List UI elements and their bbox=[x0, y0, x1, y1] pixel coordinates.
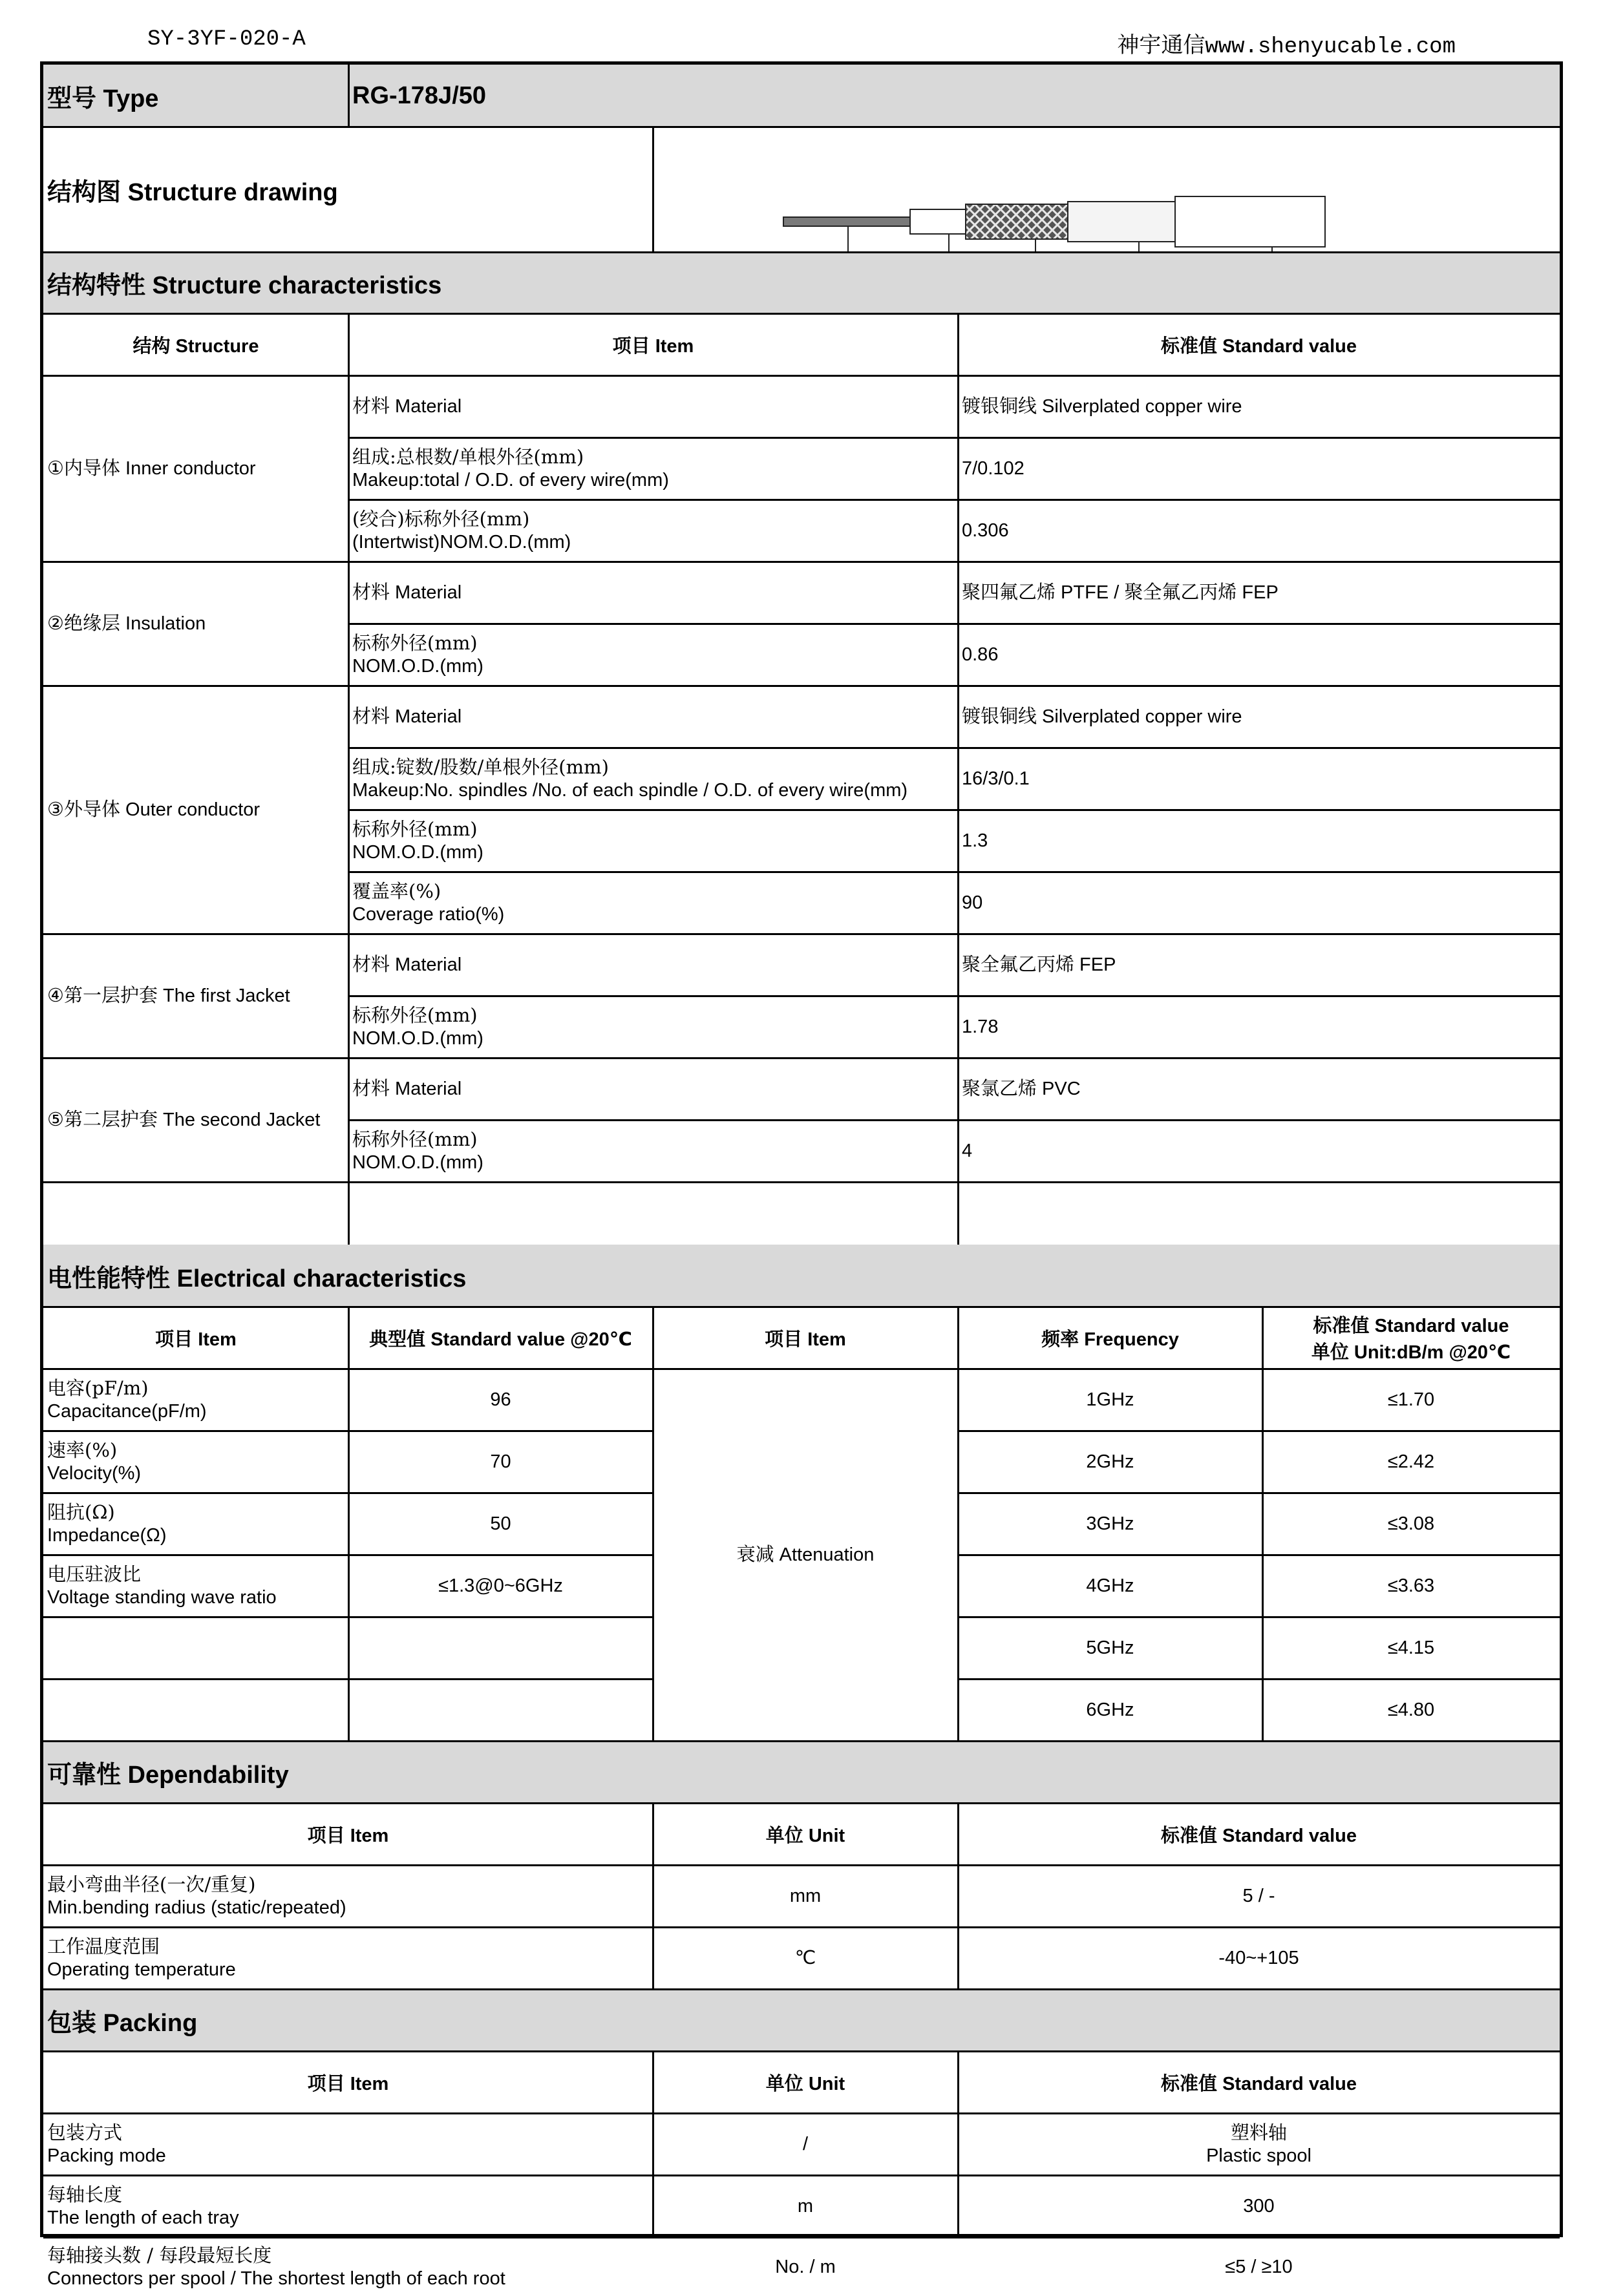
attenuation-frequency-text: 6GHz bbox=[1086, 1700, 1134, 1720]
electrical-header-item bbox=[43, 1307, 348, 1369]
structure-item bbox=[348, 810, 958, 872]
electrical-item-line: Impedance(Ω) bbox=[47, 1525, 167, 1546]
packing-unit-text: No. / m bbox=[775, 2256, 836, 2277]
electrical-typical-value bbox=[348, 1679, 653, 1741]
structure-item-line: 材料 Material bbox=[352, 396, 462, 417]
inner-conductor-shape bbox=[783, 217, 913, 226]
packing-item-line: The length of each tray bbox=[47, 2207, 239, 2228]
structure-item-line: NOM.O.D.(mm) bbox=[352, 842, 483, 863]
attenuation-value-text: ≤4.15 bbox=[1387, 1638, 1435, 1658]
second-jacket-shape bbox=[1175, 196, 1325, 247]
attenuation-frequency bbox=[958, 1431, 1262, 1493]
structure-value-text: 聚全氟乙丙烯 FEP bbox=[962, 954, 1116, 975]
attenuation-value-text: ≤3.63 bbox=[1387, 1575, 1435, 1596]
attenuation-value-text: ≤1.70 bbox=[1387, 1389, 1435, 1410]
packing-section-title-text: 包装 Packing bbox=[47, 2009, 198, 2037]
dependability-value-line: 5 / - bbox=[1242, 1886, 1275, 1906]
structure-value-text: 1.78 bbox=[962, 1016, 999, 1037]
spec-sheet bbox=[40, 61, 1563, 2289]
attenuation-value-text: ≤3.08 bbox=[1387, 1513, 1435, 1534]
electrical-typical-value bbox=[348, 1493, 653, 1555]
packing-item bbox=[43, 2113, 653, 2175]
document-code: SY-3YF-020-A bbox=[147, 27, 306, 52]
dependability-value-line: -40~+105 bbox=[1218, 1948, 1299, 1968]
electrical-item bbox=[43, 1617, 348, 1679]
structure-value-text: 0.86 bbox=[962, 644, 999, 665]
electrical-item-line: 电容(pF/m) bbox=[47, 1377, 149, 1399]
type-value-text: RG-178J/50 bbox=[352, 81, 487, 109]
structure-item bbox=[348, 562, 958, 624]
attenuation-value-text: ≤2.42 bbox=[1387, 1451, 1435, 1472]
dependability-item bbox=[43, 1927, 653, 1989]
dependability-item bbox=[43, 1865, 653, 1927]
type-value bbox=[348, 65, 1560, 127]
structure-value bbox=[958, 748, 1560, 810]
structure-item-line: 材料 Material bbox=[352, 1079, 462, 1099]
structure-item-line: (绞合)标称外径(mm) bbox=[352, 508, 530, 530]
structure-item bbox=[348, 686, 958, 748]
structure-value bbox=[958, 996, 1560, 1058]
electrical-item bbox=[43, 1679, 348, 1741]
electrical-header-standard bbox=[1262, 1307, 1560, 1369]
company-website: 神宇通信www.shenyucable.com bbox=[1117, 35, 1456, 59]
structure-value bbox=[958, 872, 1560, 934]
type-label-text: 型号 Type bbox=[47, 85, 159, 112]
electrical-header-typical-text: 典型值 Standard value @20℃ bbox=[369, 1329, 632, 1350]
packing-item-line: 每轴接头数 / 每段最短长度 bbox=[47, 2244, 272, 2266]
attenuation-value bbox=[1262, 1431, 1560, 1493]
attenuation-frequency bbox=[958, 1369, 1262, 1431]
drawing-label-text: 结构图 Structure drawing bbox=[47, 178, 338, 206]
packing-item-line: Packing mode bbox=[47, 2145, 166, 2166]
electrical-header-standard-line: 单位 Unit:dB/m @20℃ bbox=[1311, 1342, 1511, 1363]
structure-value bbox=[958, 686, 1560, 748]
attenuation-value bbox=[1262, 1679, 1560, 1741]
packing-header-item bbox=[43, 2051, 653, 2113]
packing-value-line: Plastic spool bbox=[1206, 2145, 1311, 2166]
structure-item bbox=[348, 996, 958, 1058]
dependability-item-line: 最小弯曲半径(一次/重复) bbox=[47, 1873, 256, 1895]
attenuation-label bbox=[653, 1369, 958, 1741]
dependability-header-item-text: 项目 Item bbox=[307, 1825, 389, 1846]
attenuation-frequency-text: 4GHz bbox=[1086, 1575, 1134, 1596]
electrical-item-line: 阻抗(Ω) bbox=[47, 1501, 115, 1523]
structure-header-structure-text: 结构 Structure bbox=[133, 335, 259, 357]
electrical-item-line: 速率(%) bbox=[47, 1439, 118, 1461]
electrical-item-line: Velocity(%) bbox=[47, 1463, 142, 1484]
electrical-typical-value bbox=[348, 1369, 653, 1431]
electrical-typical-value-text: 70 bbox=[490, 1451, 511, 1472]
structure-value-text: 4 bbox=[962, 1141, 973, 1161]
attenuation-value bbox=[1262, 1617, 1560, 1679]
dependability-unit-text: ℃ bbox=[794, 1948, 816, 1968]
packing-unit bbox=[653, 2113, 958, 2175]
dependability-item-line: Min.bending radius (static/repeated) bbox=[47, 1897, 346, 1918]
structure-item-line: 标称外径(mm) bbox=[352, 818, 478, 840]
dependability-unit bbox=[653, 1865, 958, 1927]
structure-group-name-text: ③外导体 Outer conductor bbox=[47, 799, 260, 820]
packing-header-unit-text: 单位 Unit bbox=[765, 2073, 845, 2094]
electrical-item bbox=[43, 1493, 348, 1555]
packing-unit bbox=[653, 2175, 958, 2237]
structure-item-line: NOM.O.D.(mm) bbox=[352, 1152, 483, 1173]
structure-item bbox=[348, 624, 958, 686]
dependability-header-value-text: 标准值 Standard value bbox=[1161, 1825, 1357, 1846]
structure-value bbox=[958, 500, 1560, 562]
packing-value bbox=[958, 2237, 1560, 2296]
structure-item bbox=[348, 437, 958, 500]
packing-item-line: 每轴长度 bbox=[47, 2184, 123, 2206]
structure-group-name bbox=[43, 934, 348, 1058]
packing-header-unit bbox=[653, 2051, 958, 2113]
packing-header-item-text: 项目 Item bbox=[307, 2073, 389, 2094]
structure-item-line: (Intertwist)NOM.O.D.(mm) bbox=[352, 532, 571, 553]
attenuation-frequency-text: 2GHz bbox=[1086, 1451, 1134, 1472]
structure-item bbox=[348, 500, 958, 562]
type-label bbox=[43, 65, 348, 127]
structure-group-name-text: ④第一层护套 The first Jacket bbox=[47, 985, 290, 1006]
structure-value bbox=[958, 437, 1560, 500]
outer-conductor-shape bbox=[966, 204, 1070, 239]
structure-group-name bbox=[43, 1058, 348, 1182]
packing-value bbox=[958, 2113, 1560, 2175]
attenuation-value bbox=[1262, 1369, 1560, 1431]
electrical-header-item-2-text: 项目 Item bbox=[765, 1329, 846, 1350]
electrical-header-item-2 bbox=[653, 1307, 958, 1369]
electrical-item bbox=[43, 1431, 348, 1493]
dependability-section-title-text: 可靠性 Dependability bbox=[47, 1761, 289, 1789]
structure-item-line: NOM.O.D.(mm) bbox=[352, 656, 483, 677]
dependability-header-unit-text: 单位 Unit bbox=[765, 1825, 845, 1846]
electrical-item bbox=[43, 1369, 348, 1431]
packing-value-line: 塑料轴 bbox=[1230, 2122, 1287, 2143]
dependability-unit-text: mm bbox=[789, 1886, 822, 1906]
drawing-label bbox=[43, 127, 653, 252]
packing-item bbox=[43, 2237, 653, 2296]
attenuation-label-text: 衰减 Attenuation bbox=[736, 1544, 875, 1565]
attenuation-frequency bbox=[958, 1555, 1262, 1617]
dependability-value bbox=[958, 1927, 1560, 1989]
structure-item-line: 材料 Material bbox=[352, 954, 462, 975]
structure-value-text: 镀银铜线 Silverplated copper wire bbox=[962, 396, 1242, 417]
structure-item bbox=[348, 748, 958, 810]
packing-value-line: ≤5 / ≥10 bbox=[1225, 2256, 1293, 2277]
structure-value-text: 0.306 bbox=[962, 520, 1009, 541]
structure-item-line: 标称外径(mm) bbox=[352, 632, 478, 654]
grid-line-v bbox=[348, 65, 350, 127]
attenuation-frequency-text: 3GHz bbox=[1086, 1513, 1134, 1534]
electrical-typical-value-text: 96 bbox=[490, 1389, 511, 1410]
attenuation-frequency bbox=[958, 1679, 1262, 1741]
structure-header-value bbox=[958, 313, 1560, 375]
dependability-item-line: Operating temperature bbox=[47, 1959, 236, 1980]
grid-line-v bbox=[652, 127, 654, 252]
structure-item-line: Makeup:total / O.D. of every wire(mm) bbox=[352, 470, 669, 490]
structure-item-line: 标称外径(mm) bbox=[352, 1128, 478, 1150]
attenuation-frequency-text: 5GHz bbox=[1086, 1638, 1134, 1658]
electrical-typical-value bbox=[348, 1617, 653, 1679]
electrical-typical-value-text: ≤1.3@0~6GHz bbox=[438, 1575, 563, 1596]
electrical-section-title-text: 电性能特性 Electrical characteristics bbox=[47, 1265, 467, 1292]
structure-item bbox=[348, 934, 958, 996]
structure-section-title bbox=[43, 252, 1560, 313]
packing-unit bbox=[653, 2237, 958, 2296]
structure-item-line: 材料 Material bbox=[352, 582, 462, 603]
structure-header-value-text: 标准值 Standard value bbox=[1161, 335, 1357, 357]
structure-value-text: 聚氯乙烯 PVC bbox=[962, 1079, 1081, 1099]
packing-section-title bbox=[43, 1989, 1560, 2051]
structure-value-text: 聚四氟乙烯 PTFE / 聚全氟乙丙烯 FEP bbox=[962, 582, 1279, 603]
attenuation-value bbox=[1262, 1493, 1560, 1555]
structure-item bbox=[348, 1120, 958, 1182]
attenuation-value bbox=[1262, 1555, 1560, 1617]
structure-header-item bbox=[348, 313, 958, 375]
structure-item bbox=[348, 1058, 958, 1120]
structure-item-line: 材料 Material bbox=[352, 706, 462, 727]
structure-value bbox=[958, 624, 1560, 686]
packing-unit-text: m bbox=[797, 2196, 814, 2217]
dependability-section-title bbox=[43, 1741, 1560, 1803]
packing-item-line: 包装方式 bbox=[47, 2122, 123, 2143]
electrical-item-line: Capacitance(pF/m) bbox=[47, 1401, 207, 1422]
structure-value bbox=[958, 375, 1560, 437]
packing-unit-text: / bbox=[802, 2134, 809, 2154]
structure-item-line: Coverage ratio(%) bbox=[352, 904, 505, 925]
dependability-item-line: 工作温度范围 bbox=[47, 1935, 160, 1957]
electrical-item-line: 电压驻波比 bbox=[47, 1563, 142, 1585]
structure-section-title-text: 结构特性 Structure characteristics bbox=[47, 272, 442, 299]
structure-group-name-text: ②绝缘层 Insulation bbox=[47, 613, 206, 634]
packing-value bbox=[958, 2175, 1560, 2237]
structure-item-line: 覆盖率(%) bbox=[352, 880, 441, 902]
electrical-header-frequency-text: 频率 Frequency bbox=[1041, 1329, 1179, 1350]
structure-group-name-text: ⑤第二层护套 The second Jacket bbox=[47, 1110, 321, 1130]
electrical-typical-value bbox=[348, 1431, 653, 1493]
structure-item-line: 组成:锭数/股数/单根外径(mm) bbox=[352, 756, 609, 778]
structure-item-line: 组成:总根数/单根外径(mm) bbox=[352, 446, 584, 468]
structure-group-name bbox=[43, 686, 348, 934]
structure-value-text: 7/0.102 bbox=[962, 458, 1024, 479]
dependability-header-item bbox=[43, 1803, 653, 1865]
electrical-typical-value-text: 50 bbox=[490, 1513, 511, 1534]
packing-item bbox=[43, 2175, 653, 2237]
structure-value-text: 90 bbox=[962, 892, 983, 913]
structure-value bbox=[958, 1058, 1560, 1120]
structure-value bbox=[958, 934, 1560, 996]
electrical-header-item-text: 项目 Item bbox=[155, 1329, 237, 1350]
electrical-header-standard-line: 标准值 Standard value bbox=[1313, 1316, 1509, 1336]
structure-group-name-text: ①内导体 Inner conductor bbox=[47, 458, 256, 479]
structure-value bbox=[958, 810, 1560, 872]
packing-item-line: Connectors per spool / The shortest length of each root bbox=[47, 2268, 505, 2289]
electrical-typical-value bbox=[348, 1555, 653, 1617]
first-jacket-shape bbox=[1068, 202, 1178, 242]
attenuation-frequency-text: 1GHz bbox=[1086, 1389, 1134, 1410]
dependability-header-value bbox=[958, 1803, 1560, 1865]
structure-value bbox=[958, 562, 1560, 624]
structure-item bbox=[348, 872, 958, 934]
electrical-header-frequency bbox=[958, 1307, 1262, 1369]
dependability-value bbox=[958, 1865, 1560, 1927]
structure-item-line: Makeup:No. spindles /No. of each spindle / O.D. of every wire(mm) bbox=[352, 780, 908, 801]
structure-item-line: NOM.O.D.(mm) bbox=[352, 1028, 483, 1049]
dependability-header-unit bbox=[653, 1803, 958, 1865]
electrical-item-line: Voltage standing wave ratio bbox=[47, 1587, 277, 1608]
structure-value bbox=[958, 1120, 1560, 1182]
structure-value-text: 16/3/0.1 bbox=[962, 768, 1030, 789]
insulation-shape bbox=[910, 209, 968, 234]
structure-group-name bbox=[43, 375, 348, 562]
electrical-item bbox=[43, 1555, 348, 1617]
attenuation-value-text: ≤4.80 bbox=[1387, 1700, 1435, 1720]
structure-item-line: 标称外径(mm) bbox=[352, 1004, 478, 1026]
attenuation-frequency bbox=[958, 1617, 1262, 1679]
packing-header-value bbox=[958, 2051, 1560, 2113]
structure-header-structure bbox=[43, 313, 348, 375]
structure-group-name bbox=[43, 562, 348, 686]
dependability-unit bbox=[653, 1927, 958, 1989]
attenuation-frequency bbox=[958, 1493, 1262, 1555]
structure-value-text: 1.3 bbox=[962, 830, 988, 851]
structure-item bbox=[348, 375, 958, 437]
packing-value-line: 300 bbox=[1243, 2196, 1275, 2217]
packing-header-value-text: 标准值 Standard value bbox=[1161, 2073, 1357, 2094]
electrical-section-title bbox=[43, 1245, 1560, 1307]
structure-header-item-text: 项目 Item bbox=[612, 335, 694, 357]
structure-value-text: 镀银铜线 Silverplated copper wire bbox=[962, 706, 1242, 727]
electrical-header-typical bbox=[348, 1307, 653, 1369]
